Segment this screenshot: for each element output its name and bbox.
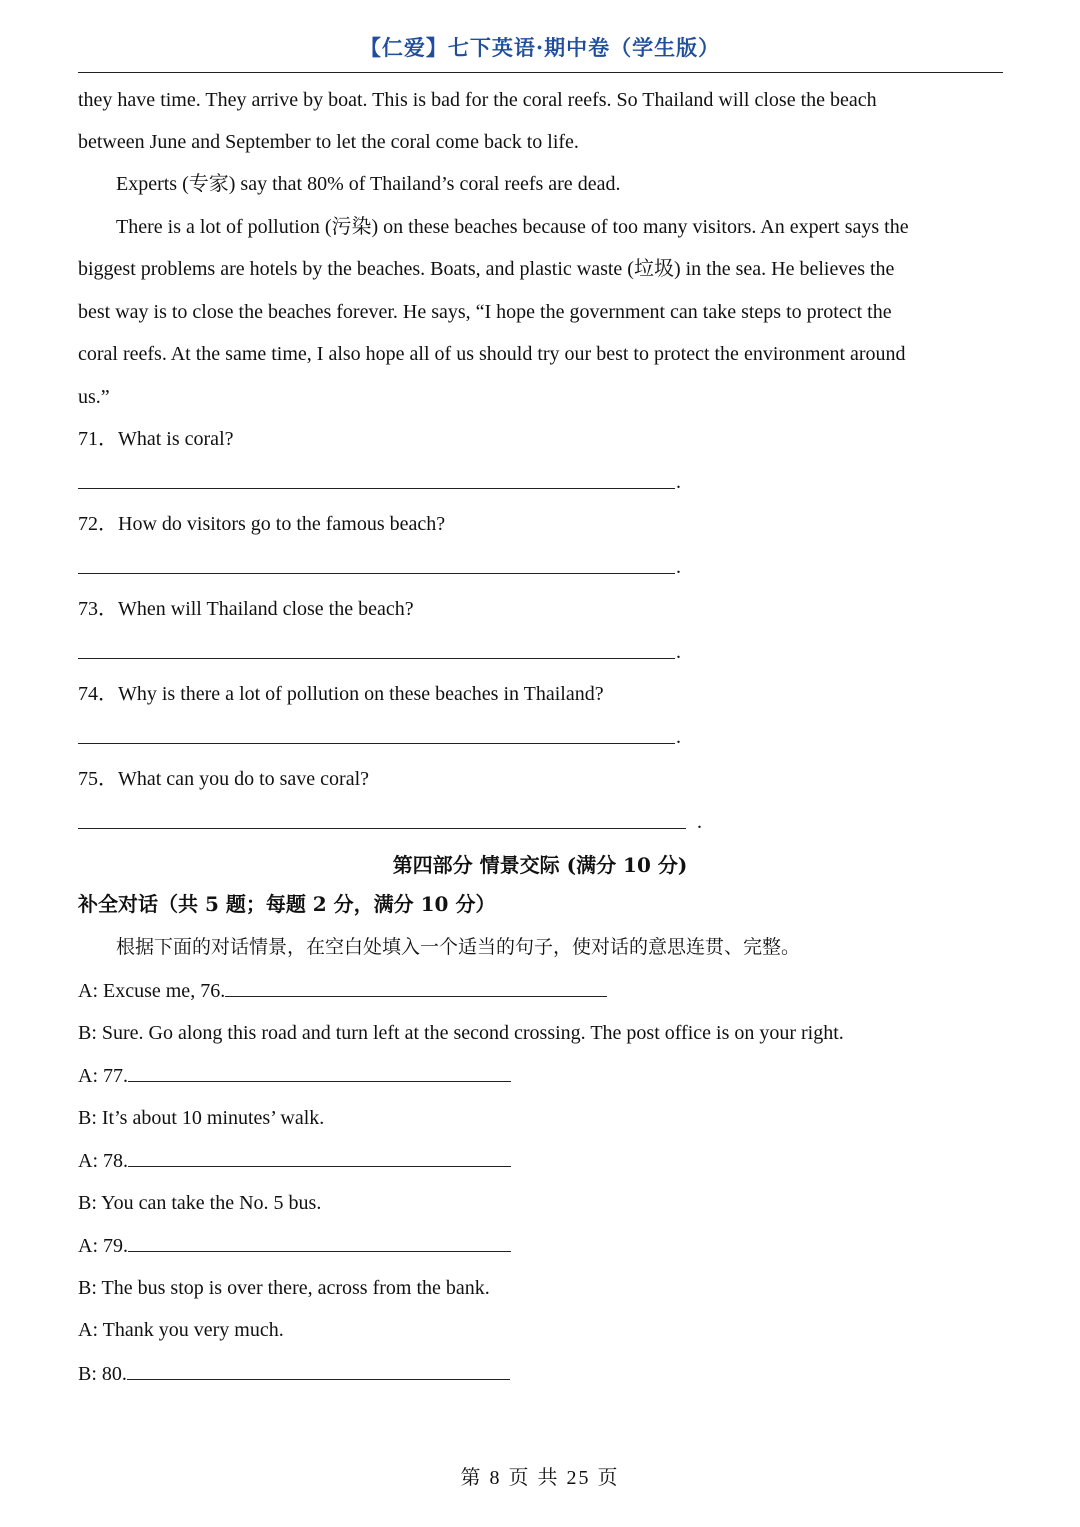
answer-blank-75[interactable] xyxy=(78,828,686,829)
question-71: 71．What is coral? xyxy=(78,428,234,450)
question-74: 74．Why is there a lot of pollution on these beaches in Thailand? xyxy=(78,683,604,705)
answer-period: . xyxy=(676,641,681,663)
question-73: 73．When will Thailand close the beach? xyxy=(78,598,414,620)
section-subtitle: 补全对话（共 5 题；每题 2 分，满分 10 分） xyxy=(78,892,496,916)
dialog-line: B: The bus stop is over there, across from the bank. xyxy=(78,1277,490,1299)
passage-line: us.” xyxy=(78,386,110,408)
question-72: 72．How do visitors go to the famous beach? xyxy=(78,513,446,535)
dialog-text: A: 79. xyxy=(78,1235,128,1257)
dialog-line: B: You can take the No. 5 bus. xyxy=(78,1192,322,1214)
dialog-line-80 xyxy=(78,1361,510,1386)
answer-blank-72[interactable] xyxy=(78,573,675,574)
dialog-text: B: 80. xyxy=(78,1363,127,1385)
dialog-blank-78[interactable] xyxy=(128,1148,511,1167)
answer-period: . xyxy=(676,471,681,493)
answer-period: . xyxy=(676,556,681,578)
header-divider xyxy=(78,72,1003,73)
dialog-text: A: 77. xyxy=(78,1065,128,1087)
answer-blank-71[interactable] xyxy=(78,488,675,489)
passage-line: best way is to close the beaches forever. He says, “I hope the government can take steps to protect the xyxy=(78,301,892,323)
passage-line: they have time. They arrive by boat. This is bad for the coral reefs. So Thailand will close the beach xyxy=(78,89,877,111)
passage-line: coral reefs. At the same time, I also hope all of us should try our best to protect the environment around xyxy=(78,343,906,365)
dialog-blank-76[interactable] xyxy=(225,978,607,997)
dialog-blank-80[interactable] xyxy=(127,1361,510,1380)
dialog-line-76 xyxy=(78,978,607,1003)
section-instruction: 根据下面的对话情景，在空白处填入一个适当的句子，使对话的意思连贯、完整。 xyxy=(116,936,801,958)
page-footer: 第 8 页 共 25 页 xyxy=(460,1467,620,1489)
passage-line: Experts (专家) say that 80% of Thailand’s coral reefs are dead. xyxy=(116,173,621,195)
dialog-line: B: Sure. Go along this road and turn left at the second crossing. The post office is on your right. xyxy=(78,1022,844,1044)
dialog-line-78 xyxy=(78,1148,511,1173)
answer-period: . xyxy=(697,811,702,833)
question-75: 75．What can you do to save coral? xyxy=(78,768,370,790)
answer-blank-74[interactable] xyxy=(78,743,675,744)
dialog-line: A: Thank you very much. xyxy=(78,1319,284,1341)
dialog-line-77 xyxy=(78,1063,511,1088)
passage-line: between June and September to let the coral come back to life. xyxy=(78,131,579,153)
passage-line: biggest problems are hotels by the beaches. Boats, and plastic waste (垃圾) in the sea. He believes the xyxy=(78,258,895,280)
passage-line: There is a lot of pollution (污染) on these beaches because of too many visitors. An expert says the xyxy=(116,216,909,238)
dialog-line: B: It’s about 10 minutes’ walk. xyxy=(78,1107,325,1129)
dialog-line-79 xyxy=(78,1233,511,1258)
answer-blank-73[interactable] xyxy=(78,658,675,659)
dialog-text: A: 78. xyxy=(78,1150,128,1172)
page-header-title: 【仁爱】七下英语·期中卷（学生版） xyxy=(359,35,721,60)
dialog-text: A: Excuse me, 76. xyxy=(78,980,226,1002)
dialog-blank-79[interactable] xyxy=(128,1233,511,1252)
section-title: 第四部分 情景交际 (满分 10 分) xyxy=(392,853,688,877)
answer-period: . xyxy=(676,726,681,748)
dialog-blank-77[interactable] xyxy=(128,1063,511,1082)
